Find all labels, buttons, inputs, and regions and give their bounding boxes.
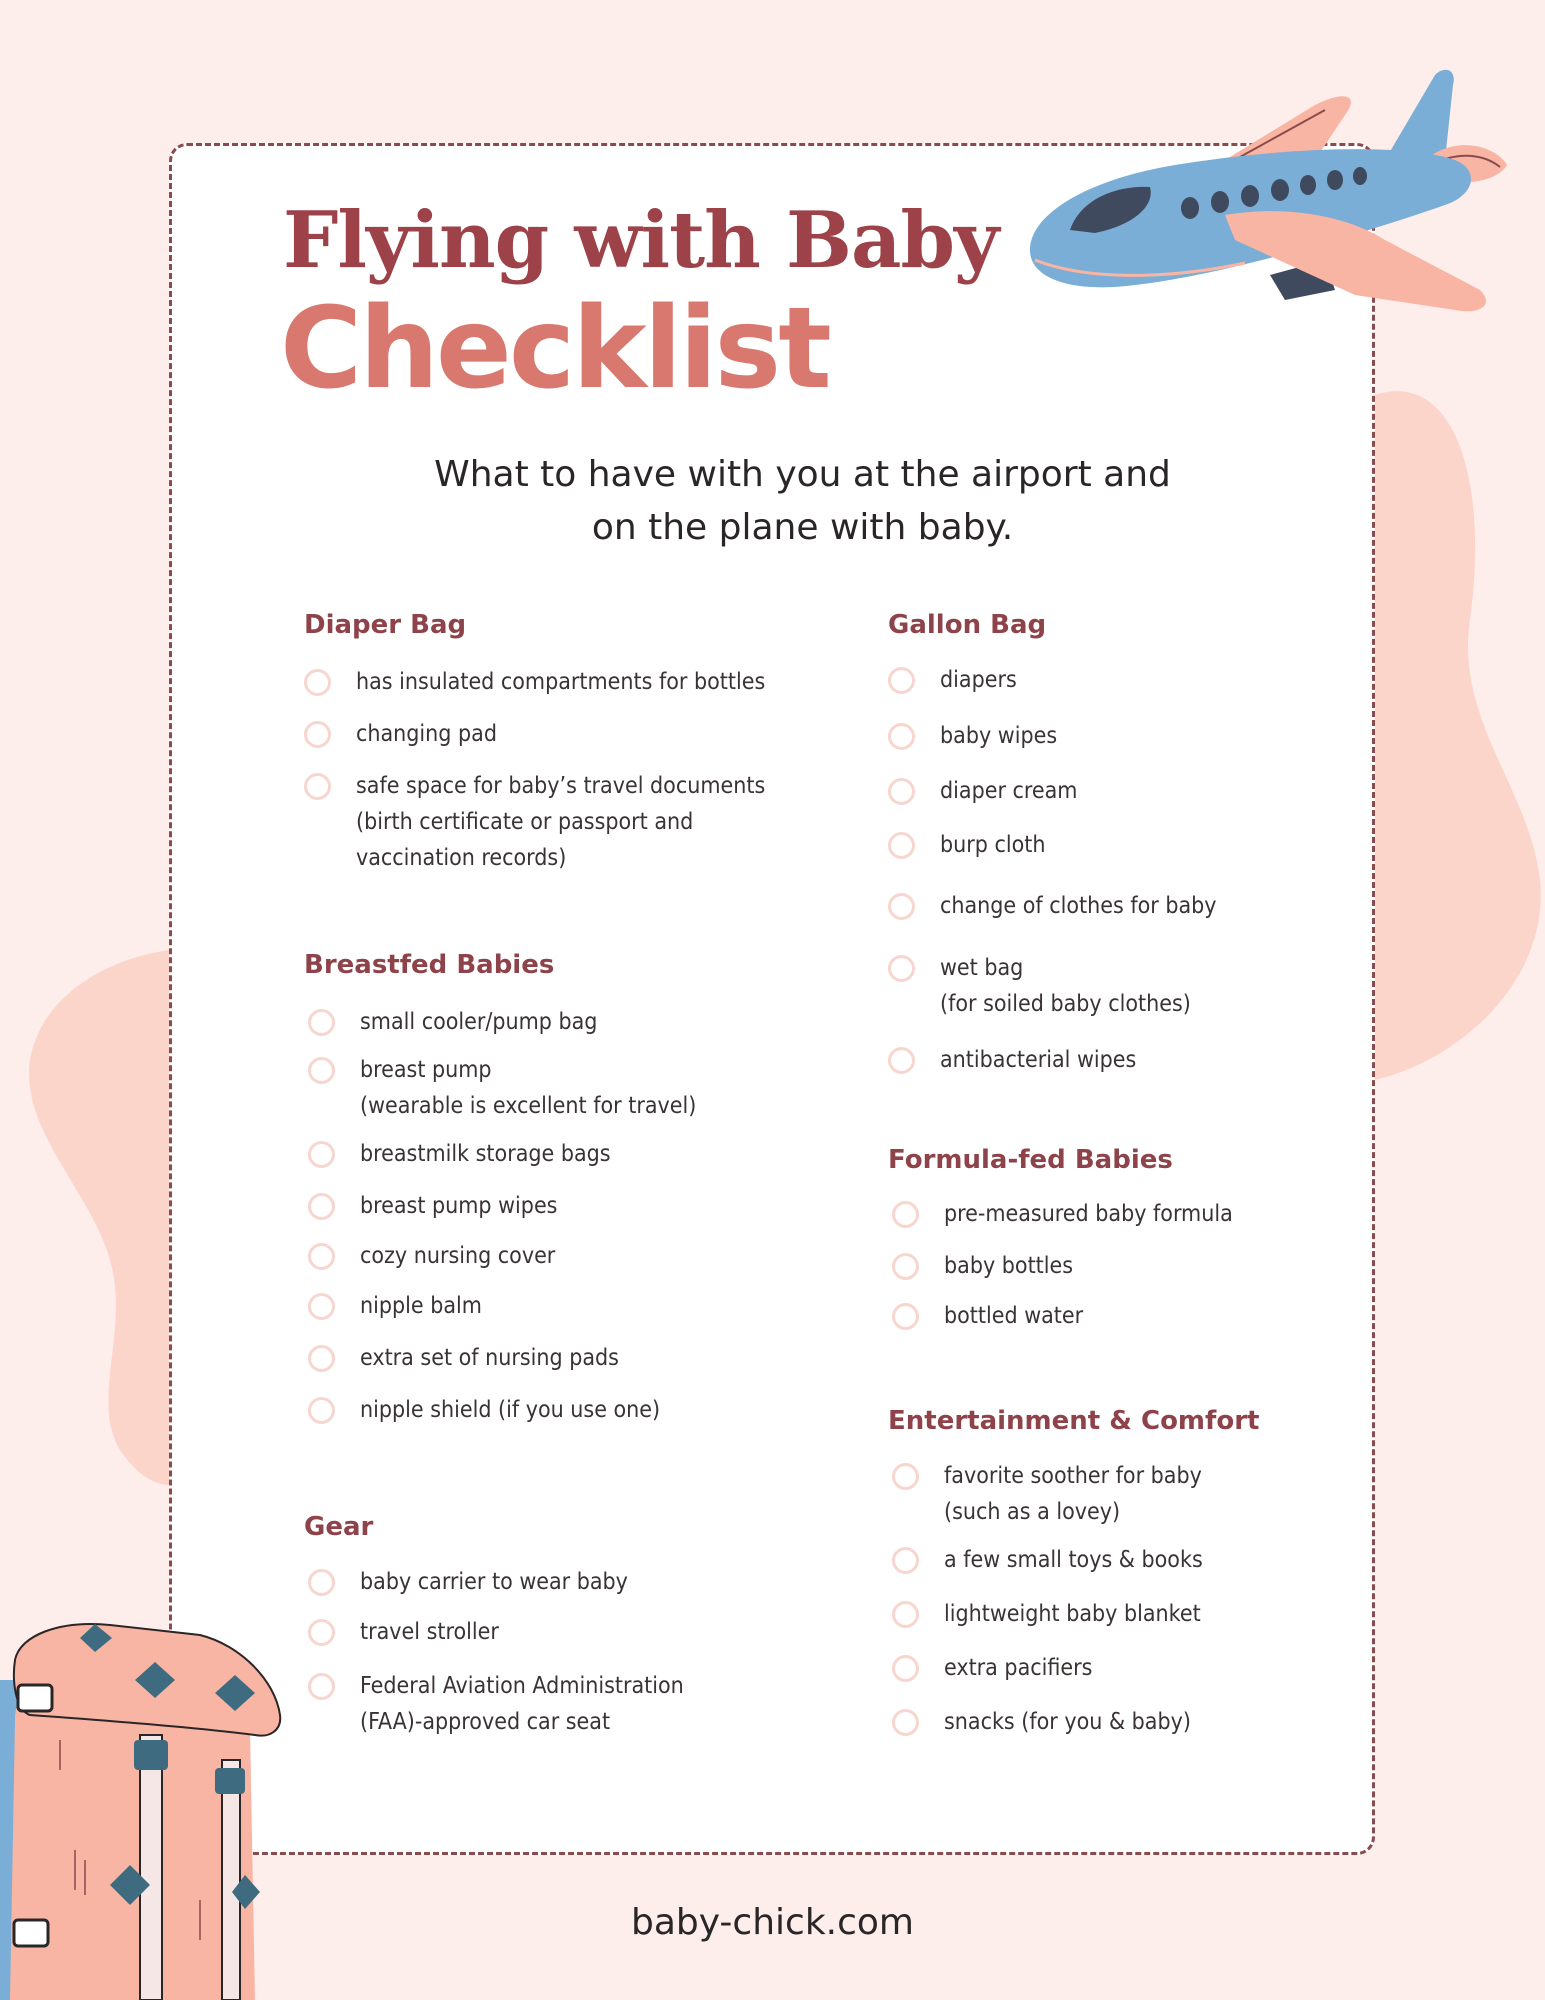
checkbox-icon[interactable]: [888, 667, 915, 694]
item-label: bottled water: [944, 1303, 1084, 1329]
checkbox-icon[interactable]: [308, 1397, 335, 1424]
subtitle: [330, 448, 1275, 554]
item-label: wet bag (for soiled baby clothes): [940, 955, 1191, 1017]
item-label: extra set of nursing pads: [360, 1345, 619, 1371]
item-label: snacks (for you & baby): [944, 1709, 1191, 1735]
item-label: antibacterial wipes: [940, 1047, 1137, 1073]
section-title-breastfed: Breastfed Babies: [304, 950, 555, 980]
item-label: favorite soother for baby (such as a lovey): [944, 1463, 1202, 1525]
checkbox-icon[interactable]: [892, 1201, 919, 1228]
checkbox-icon[interactable]: [888, 832, 915, 859]
section-title-gear: Gear: [304, 1512, 374, 1542]
checkbox-icon[interactable]: [308, 1057, 335, 1084]
section-title-entertainment: Entertainment & Comfort: [888, 1406, 1260, 1436]
item-label: change of clothes for baby: [940, 893, 1217, 919]
checkbox-icon[interactable]: [888, 893, 915, 920]
section-title-gallon-bag: Gallon Bag: [888, 610, 1047, 640]
checkbox-icon[interactable]: [308, 1345, 335, 1372]
item-label: travel stroller: [360, 1619, 499, 1645]
item-label: cozy nursing cover: [360, 1243, 556, 1269]
section-title-formula: Formula-fed Babies: [888, 1145, 1173, 1175]
item-label: nipple shield (if you use one): [360, 1397, 661, 1423]
checkbox-icon[interactable]: [308, 1673, 335, 1700]
item-label: small cooler/pump bag: [360, 1009, 598, 1035]
section-title-diaper-bag: Diaper Bag: [304, 610, 467, 640]
checkbox-icon[interactable]: [308, 1619, 335, 1646]
airplane-icon: [1025, 65, 1525, 325]
item-label: diaper cream: [940, 778, 1078, 804]
checkbox-icon[interactable]: [892, 1253, 919, 1280]
checkbox-icon[interactable]: [892, 1601, 919, 1628]
item-label: nipple balm: [360, 1293, 482, 1319]
item-label: lightweight baby blanket: [944, 1601, 1201, 1627]
checkbox-icon[interactable]: [308, 1141, 335, 1168]
footer-url[interactable]: baby-chick.com: [630, 1902, 914, 1943]
item-label: breast pump wipes: [360, 1193, 558, 1219]
checkbox-icon[interactable]: [304, 669, 331, 696]
title-line-2: Checklist: [280, 284, 829, 414]
checkbox-icon[interactable]: [892, 1547, 919, 1574]
title-line-1: Flying with Baby: [283, 195, 999, 286]
checkbox-icon[interactable]: [304, 773, 331, 800]
checkbox-icon[interactable]: [892, 1463, 919, 1490]
item-label: breastmilk storage bags: [360, 1141, 611, 1167]
checkbox-icon[interactable]: [304, 721, 331, 748]
backpack-icon: [0, 1620, 300, 2000]
checkbox-icon[interactable]: [308, 1009, 335, 1036]
item-label: baby bottles: [944, 1253, 1074, 1279]
item-label: breast pump (wearable is excellent for travel): [360, 1057, 697, 1119]
checkbox-icon[interactable]: [888, 778, 915, 805]
checkbox-icon[interactable]: [308, 1569, 335, 1596]
item-label: pre-measured baby formula: [944, 1201, 1233, 1227]
item-label: burp cloth: [940, 832, 1046, 858]
subtitle-line-1: What to have with you at the airport and: [434, 454, 1171, 495]
checkbox-icon[interactable]: [888, 723, 915, 750]
checkbox-icon[interactable]: [308, 1293, 335, 1320]
item-label: changing pad: [356, 721, 497, 747]
checkbox-icon[interactable]: [892, 1709, 919, 1736]
checkbox-icon[interactable]: [892, 1655, 919, 1682]
item-label: extra pacifiers: [944, 1655, 1093, 1681]
item-label: diapers: [940, 667, 1017, 693]
item-label: has insulated compartments for bottles: [356, 669, 766, 695]
checkbox-icon[interactable]: [892, 1303, 919, 1330]
checkbox-icon[interactable]: [888, 955, 915, 982]
item-label: Federal Aviation Administration (FAA)-approved car seat: [360, 1673, 684, 1735]
item-label: baby wipes: [940, 723, 1058, 749]
subtitle-line-2: on the plane with baby.: [591, 507, 1014, 548]
item-label: safe space for baby’s travel documents (birth certificate or passport and vaccination records): [356, 773, 766, 871]
item-label: baby carrier to wear baby: [360, 1569, 628, 1595]
checkbox-icon[interactable]: [888, 1047, 915, 1074]
checkbox-icon[interactable]: [308, 1243, 335, 1270]
item-label: a few small toys & books: [944, 1547, 1203, 1573]
checkbox-icon[interactable]: [308, 1193, 335, 1220]
